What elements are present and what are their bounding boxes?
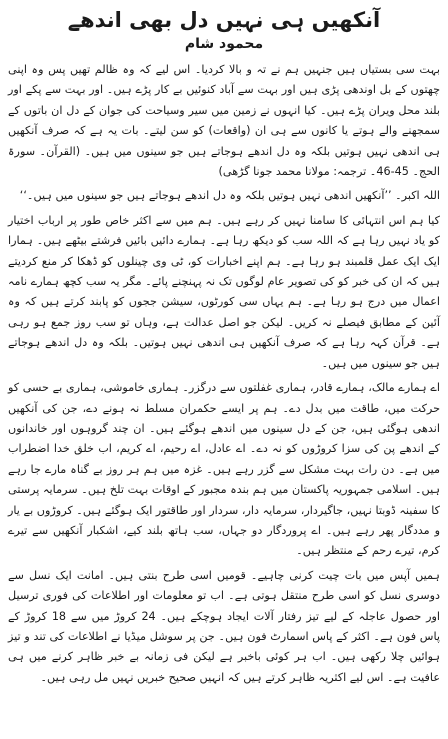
article-paragraph-4: اے ہمارے مالک، ہمارے قادر، ہماری غفلتوں سے درگزر۔ ہماری خاموشی، ہماری بے حسی کو حرکت میں، طاقت میں بدل دے۔ ہم پر ایسے حکمران مسلط نہ ہونے دے، جن کی آنکھیں اندھی ہوگئی ہیں، جن کے دل سینوں میں اندھے ہوگئے ہیں۔ ان چند گروہوں اور خاندانوں کے اندھے پن کی سزا کروڑوں کو نہ دے۔ اے عادل، اے رحیم، اے کریم، اب خلق خدا اضطراب میں ہے۔ دن رات بہت مشکل سے گزر رہے ہیں۔ غزہ میں ہم ہر روز بے گناہ مارے جا رہے ہیں۔ اسلامی جمہوریہ پاکستان میں ہم بندہ مجبور کے اوقات بہت تلخ ہیں۔ سرمایہ پرستی کا سفینہ ڈوبتا نہیں، جاگیردار، سرمایہ دار، سردار اور طاقتور ایک ہوگئے ہیں۔ کروڑوں بے یار و مددگار پھر رہے ہیں۔ اے پروردگار دو جہاں، سب ہاتھ بلند کیے، اشکبار آنکھیں سے تیرے کرم، تیرے رحم کے منتظر ہیں۔ xyxy=(8,381,440,558)
article-paragraph-1: بہت سی بستیاں ہیں جنہیں ہم نے تہ و بالا کردیا۔ اس لیے کہ وہ ظالم تھیں پس وہ اپنی چھتوں کے بل اوندھی پڑی ہیں اور بہت سے آباد کنوئیں بے کار پڑے ہیں۔ اور بہت سے پکے اور بلند محل ویران پڑے ہیں۔ کیا انہوں نے زمین میں سیر وسیاحت کی جوان کے دل ان باتوں کے سمجھنے والے ہوتے یا کانوں سے ہی ان (واقعات) کو سن لیتے۔ بات یہ ہے کہ صرف آنکھیں ہی اندھی نہیں ہوتیں بلکہ وہ دل اندھے ہوجاتے ہیں جو سینوں میں ہیں۔ (القرآن۔ سورۃ الحج۔ 45-46۔ ترجمہ: مولانا محمد جونا گڑھی) xyxy=(8,63,440,179)
article-paragraph-2: اللہ اکبر۔ ’’آنکھیں اندھی نہیں ہوتیں بلکہ وہ دل اندھے ہوجاتے ہیں جو سینوں میں ہیں۔‘‘ xyxy=(19,189,440,203)
author-byline: محمود شام xyxy=(184,36,264,52)
article-paragraph-5: ہمیں آپس میں بات چیت کرنی چاہیے۔ قومیں اسی طرح بنتی ہیں۔ امانت ایک نسل سے دوسری نسل کو اسی طرح منتقل ہوتی ہے۔ اب تو معلومات اور اطلاعات کی فوری ترسیل اور حصول عاجلہ کے لیے تیز رفتار آلات ایجاد ہوچکے ہیں۔ 24 کروڑ میں سے 18 کروڑ کے پاس فون ہے۔ اکثر کے پاس اسمارٹ فون ہیں۔ جن پر سوشل میڈیا نے اطلاعات کی تند و تیز ہوائیں چلا رکھی ہیں۔ اب ہر کوئی باخبر ہے لیکن فی زمانہ بے خبر ظاہر کرنے میں ہی عافیت ہے۔ اس لیے اکثریہ ظاہر کرتے ہیں کہ انہیں صحیح خبریں نہیں مل رہی ہیں۔ xyxy=(8,568,440,684)
article-headline: آنکھیں ہی نہیں دل بھی اندھے xyxy=(67,8,381,32)
article-paragraph-3: کیا ہم اس انتہائی کا سامنا نہیں کر رہے ہیں۔ ہم میں سے اکثر خاص طور پر ارباب اختیار کو یاد نہیں رہا ہے کہ اللہ سب کو دیکھ رہا ہے۔ ہمارے دائیں بائیں فرشتے بیٹھے ہیں۔ ہمارا ایک ایک عمل قلمبند ہو رہا ہے۔ ہم اپنے اخبارات کو، ٹی وی چینلوں کو ڈھکا کر منع کردیتے ہیں کہ ان کی خبر کو کی تصویر عام لوگوں تک نہ پہنچنے پائے۔ مگر یہ سب کچھ ہمارے نامہ اعمال میں درج ہو رہا ہے۔ ہم یہاں سی کورٹوں، سیشن ججوں کو پابند کرتے ہیں کہ وہ آئین کے مطابق فیصلے نہ کریں۔ لیکن جو اصل عدالت ہے، وہاں تو سب روز جمع ہو رہی ہے۔ قرآن کہہ رہا ہے کہ صرف آنکھیں ہی اندھی نہیں ہوتیں۔ بلکہ وہ دل اندھے ہوجاتے ہیں جو سینوں میں ہیں۔ xyxy=(8,213,440,370)
